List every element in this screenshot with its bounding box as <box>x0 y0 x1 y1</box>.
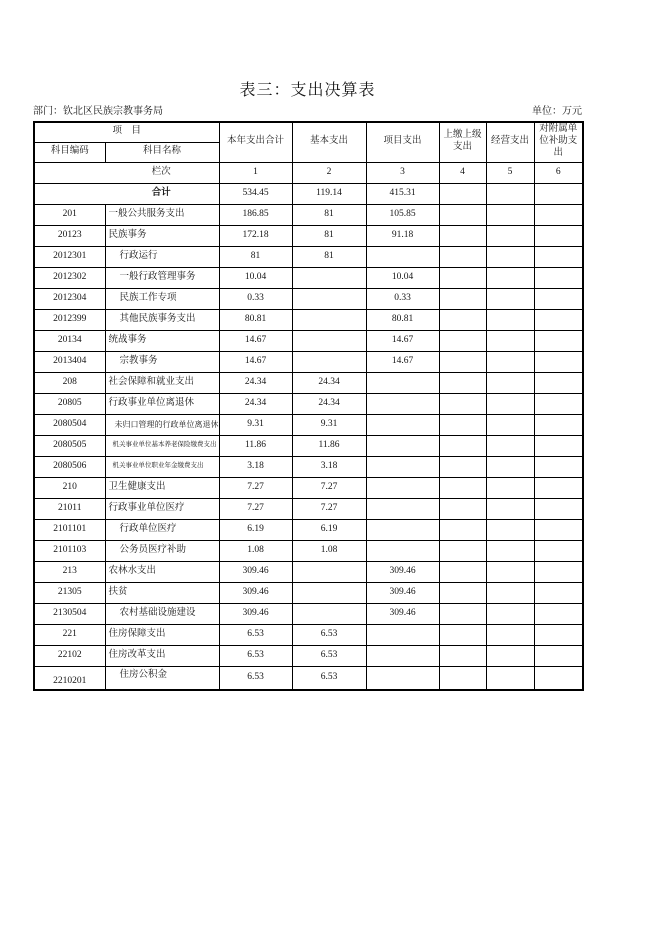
total-row <box>34 183 583 204</box>
subject-name-cell: 民族事务 <box>105 225 219 246</box>
value-cell <box>534 540 583 561</box>
subject-name-cell: 住房改革支出 <box>105 645 219 666</box>
subject-name-cell: 农林水支出 <box>105 561 219 582</box>
table-row <box>34 540 583 561</box>
unit-label: 单位：万元 <box>532 106 582 117</box>
value-cell <box>366 519 439 540</box>
value-cell: 7.27 <box>219 498 292 519</box>
subject-code-cell: 210 <box>34 477 105 498</box>
value-cell <box>366 666 439 690</box>
table-row <box>34 498 583 519</box>
value-cell <box>366 540 439 561</box>
table-row <box>34 225 583 246</box>
value-cell <box>439 582 486 603</box>
value-cell: 6.19 <box>219 519 292 540</box>
subject-code-cell: 2012304 <box>34 288 105 309</box>
value-cell <box>486 309 534 330</box>
header-operating-expenditure: 经营支出 <box>486 122 534 162</box>
value-cell: 81 <box>292 204 366 225</box>
subject-name-cell: 一般公共服务支出 <box>105 204 219 225</box>
subject-name-cell: 一般行政管理事务 <box>105 267 219 288</box>
value-cell: 1.08 <box>292 540 366 561</box>
table-row <box>34 393 583 414</box>
value-cell: 7.27 <box>292 498 366 519</box>
value-cell: 6.53 <box>219 666 292 690</box>
total-value-cell: 119.14 <box>292 183 366 204</box>
value-cell <box>534 624 583 645</box>
subject-code-cell: 2101103 <box>34 540 105 561</box>
subject-name-cell: 行政事业单位医疗 <box>105 498 219 519</box>
value-cell <box>534 582 583 603</box>
value-cell <box>486 498 534 519</box>
value-cell <box>486 393 534 414</box>
column-index-label: 栏次 <box>34 162 219 183</box>
value-cell <box>486 582 534 603</box>
value-cell <box>486 561 534 582</box>
subject-name-cell: 未归口管理的行政单位离退休 <box>105 414 219 435</box>
subject-code-cell: 201 <box>34 204 105 225</box>
subject-name-cell: 农村基础设施建设 <box>105 603 219 624</box>
subject-name-cell: 公务员医疗补助 <box>105 540 219 561</box>
value-cell: 6.53 <box>292 645 366 666</box>
subject-name-cell: 卫生健康支出 <box>105 477 219 498</box>
value-cell: 91.18 <box>366 225 439 246</box>
value-cell <box>366 372 439 393</box>
value-cell: 81 <box>219 246 292 267</box>
column-index-row <box>34 162 583 183</box>
column-index-2: 2 <box>292 162 366 183</box>
value-cell <box>486 456 534 477</box>
subject-name-cell: 行政事业单位离退休 <box>105 393 219 414</box>
value-cell <box>439 351 486 372</box>
table-row <box>34 435 583 456</box>
value-cell: 1.08 <box>219 540 292 561</box>
subject-code-cell: 21305 <box>34 582 105 603</box>
table-row <box>34 372 583 393</box>
value-cell <box>439 330 486 351</box>
value-cell <box>439 267 486 288</box>
value-cell <box>366 393 439 414</box>
value-cell <box>486 351 534 372</box>
value-cell: 309.46 <box>219 561 292 582</box>
value-cell: 80.81 <box>219 309 292 330</box>
value-cell <box>366 624 439 645</box>
table-row <box>34 603 583 624</box>
value-cell <box>366 246 439 267</box>
subject-name-cell: 扶贫 <box>105 582 219 603</box>
value-cell: 14.67 <box>366 351 439 372</box>
table-row <box>34 582 583 603</box>
value-cell <box>486 435 534 456</box>
value-cell: 172.18 <box>219 225 292 246</box>
page-title: 表三：支出决算表 <box>239 82 376 99</box>
value-cell <box>486 645 534 666</box>
value-cell <box>292 309 366 330</box>
value-cell: 81 <box>292 246 366 267</box>
value-cell: 0.33 <box>366 288 439 309</box>
subject-code-cell: 2101101 <box>34 519 105 540</box>
value-cell <box>534 519 583 540</box>
table-row <box>34 246 583 267</box>
table-row <box>34 309 583 330</box>
value-cell: 10.04 <box>219 267 292 288</box>
expenditure-table <box>33 121 584 691</box>
value-cell: 6.53 <box>292 624 366 645</box>
value-cell <box>486 246 534 267</box>
value-cell <box>534 603 583 624</box>
value-cell <box>534 225 583 246</box>
value-cell <box>366 645 439 666</box>
value-cell <box>486 414 534 435</box>
column-index-6: 6 <box>534 162 583 183</box>
subject-code-cell: 21011 <box>34 498 105 519</box>
value-cell <box>534 477 583 498</box>
table-row <box>34 351 583 372</box>
value-cell <box>486 666 534 690</box>
value-cell <box>534 456 583 477</box>
subject-name-cell: 民族工作专项 <box>105 288 219 309</box>
subject-code-cell: 2013404 <box>34 351 105 372</box>
value-cell: 81 <box>292 225 366 246</box>
value-cell <box>439 561 486 582</box>
total-value-cell: 534.45 <box>219 183 292 204</box>
table-row <box>34 414 583 435</box>
header-project-cell: 项 目 <box>34 122 219 142</box>
value-cell <box>366 456 439 477</box>
value-cell <box>439 204 486 225</box>
value-cell <box>486 225 534 246</box>
subject-name-cell: 社会保障和就业支出 <box>105 372 219 393</box>
value-cell: 10.04 <box>366 267 439 288</box>
value-cell <box>439 435 486 456</box>
value-cell <box>486 267 534 288</box>
subject-name-cell: 行政单位医疗 <box>105 519 219 540</box>
value-cell <box>486 372 534 393</box>
table-row <box>34 519 583 540</box>
header-upper-level-remittance: 上缴上级支出 <box>439 122 486 162</box>
subject-name-cell: 机关事业单位职业年金缴费支出 <box>105 456 219 477</box>
subject-code-cell: 2012302 <box>34 267 105 288</box>
value-cell <box>292 330 366 351</box>
total-value-cell <box>534 183 583 204</box>
value-cell <box>439 309 486 330</box>
header-subject-code: 科目编码 <box>34 142 105 162</box>
value-cell: 11.86 <box>219 435 292 456</box>
header-subject-name: 科目名称 <box>105 142 219 162</box>
value-cell: 9.31 <box>292 414 366 435</box>
value-cell <box>292 561 366 582</box>
value-cell: 7.27 <box>219 477 292 498</box>
column-index-3: 3 <box>366 162 439 183</box>
subject-code-cell: 20805 <box>34 393 105 414</box>
value-cell: 24.34 <box>292 372 366 393</box>
value-cell <box>534 288 583 309</box>
value-cell <box>439 477 486 498</box>
value-cell <box>439 603 486 624</box>
value-cell <box>534 414 583 435</box>
value-cell <box>534 666 583 690</box>
subject-code-cell: 208 <box>34 372 105 393</box>
value-cell <box>534 498 583 519</box>
table-row <box>34 204 583 225</box>
value-cell <box>534 393 583 414</box>
value-cell <box>439 540 486 561</box>
value-cell: 14.67 <box>219 330 292 351</box>
total-value-cell: 415.31 <box>366 183 439 204</box>
value-cell <box>439 456 486 477</box>
value-cell <box>366 477 439 498</box>
table-row <box>34 645 583 666</box>
table-row <box>34 477 583 498</box>
value-cell: 11.86 <box>292 435 366 456</box>
value-cell: 105.85 <box>366 204 439 225</box>
header-current-year-total: 本年支出合计 <box>219 122 292 162</box>
value-cell: 309.46 <box>366 603 439 624</box>
value-cell <box>534 204 583 225</box>
value-cell <box>486 204 534 225</box>
subject-name-cell: 统战事务 <box>105 330 219 351</box>
table-row <box>34 288 583 309</box>
value-cell <box>366 414 439 435</box>
column-index-4: 4 <box>439 162 486 183</box>
subject-code-cell: 2012399 <box>34 309 105 330</box>
subject-code-cell: 213 <box>34 561 105 582</box>
table-row <box>34 624 583 645</box>
value-cell <box>534 330 583 351</box>
value-cell <box>439 414 486 435</box>
table-row <box>34 330 583 351</box>
value-cell <box>292 288 366 309</box>
value-cell <box>534 351 583 372</box>
value-cell: 6.53 <box>219 624 292 645</box>
subject-code-cell: 22102 <box>34 645 105 666</box>
value-cell: 9.31 <box>219 414 292 435</box>
subject-name-cell: 住房保障支出 <box>105 624 219 645</box>
department-label: 部门：钦北区民族宗教事务局 <box>33 106 163 117</box>
value-cell: 24.34 <box>292 393 366 414</box>
value-cell <box>439 519 486 540</box>
value-cell: 3.18 <box>219 456 292 477</box>
header-project-expenditure: 项目支出 <box>366 122 439 162</box>
table-row <box>34 456 583 477</box>
value-cell <box>366 498 439 519</box>
subject-name-cell: 宗教事务 <box>105 351 219 372</box>
value-cell <box>534 645 583 666</box>
table-row <box>34 561 583 582</box>
value-cell <box>439 246 486 267</box>
total-label: 合计 <box>34 183 219 204</box>
value-cell: 6.53 <box>292 666 366 690</box>
subject-code-cell: 20134 <box>34 330 105 351</box>
value-cell: 7.27 <box>292 477 366 498</box>
table-row <box>34 267 583 288</box>
subject-code-cell: 2012301 <box>34 246 105 267</box>
column-index-5: 5 <box>486 162 534 183</box>
value-cell: 309.46 <box>366 582 439 603</box>
value-cell <box>439 225 486 246</box>
value-cell <box>486 330 534 351</box>
value-cell <box>534 267 583 288</box>
total-value-cell <box>439 183 486 204</box>
value-cell <box>292 351 366 372</box>
subject-code-cell: 2080505 <box>34 435 105 456</box>
value-cell: 14.67 <box>219 351 292 372</box>
value-cell <box>439 393 486 414</box>
value-cell <box>439 666 486 690</box>
value-cell: 80.81 <box>366 309 439 330</box>
subject-name-cell: 机关事业单位基本养老保险缴费支出 <box>105 435 219 456</box>
value-cell <box>486 477 534 498</box>
subject-code-cell: 221 <box>34 624 105 645</box>
value-cell <box>486 624 534 645</box>
value-cell: 309.46 <box>219 582 292 603</box>
value-cell: 6.53 <box>219 645 292 666</box>
table-row <box>34 666 583 690</box>
header-row-1 <box>34 122 583 142</box>
value-cell <box>486 603 534 624</box>
value-cell: 14.67 <box>366 330 439 351</box>
header-subsidy-to-affiliates: 对附属单位补助支出 <box>534 122 583 162</box>
header-basic-expenditure: 基本支出 <box>292 122 366 162</box>
value-cell <box>439 624 486 645</box>
subject-code-cell: 2210201 <box>34 666 105 690</box>
total-value-cell <box>486 183 534 204</box>
value-cell: 186.85 <box>219 204 292 225</box>
value-cell <box>534 435 583 456</box>
value-cell <box>292 582 366 603</box>
subject-name-cell: 住房公积金 <box>105 666 219 690</box>
value-cell: 0.33 <box>219 288 292 309</box>
value-cell <box>486 519 534 540</box>
value-cell <box>292 603 366 624</box>
value-cell: 309.46 <box>366 561 439 582</box>
value-cell <box>534 246 583 267</box>
value-cell <box>534 309 583 330</box>
subject-name-cell: 行政运行 <box>105 246 219 267</box>
value-cell: 24.34 <box>219 393 292 414</box>
value-cell <box>292 267 366 288</box>
value-cell: 3.18 <box>292 456 366 477</box>
value-cell <box>366 435 439 456</box>
value-cell <box>439 645 486 666</box>
subject-code-cell: 2080504 <box>34 414 105 435</box>
column-index-1: 1 <box>219 162 292 183</box>
subject-code-cell: 2130504 <box>34 603 105 624</box>
value-cell <box>486 540 534 561</box>
subject-code-cell: 2080506 <box>34 456 105 477</box>
value-cell <box>439 372 486 393</box>
subject-code-cell: 20123 <box>34 225 105 246</box>
value-cell <box>534 372 583 393</box>
subject-name-cell: 其他民族事务支出 <box>105 309 219 330</box>
value-cell <box>439 498 486 519</box>
value-cell: 24.34 <box>219 372 292 393</box>
value-cell <box>439 288 486 309</box>
meta-row <box>33 105 582 119</box>
value-cell: 309.46 <box>219 603 292 624</box>
value-cell <box>486 288 534 309</box>
value-cell: 6.19 <box>292 519 366 540</box>
value-cell <box>534 561 583 582</box>
